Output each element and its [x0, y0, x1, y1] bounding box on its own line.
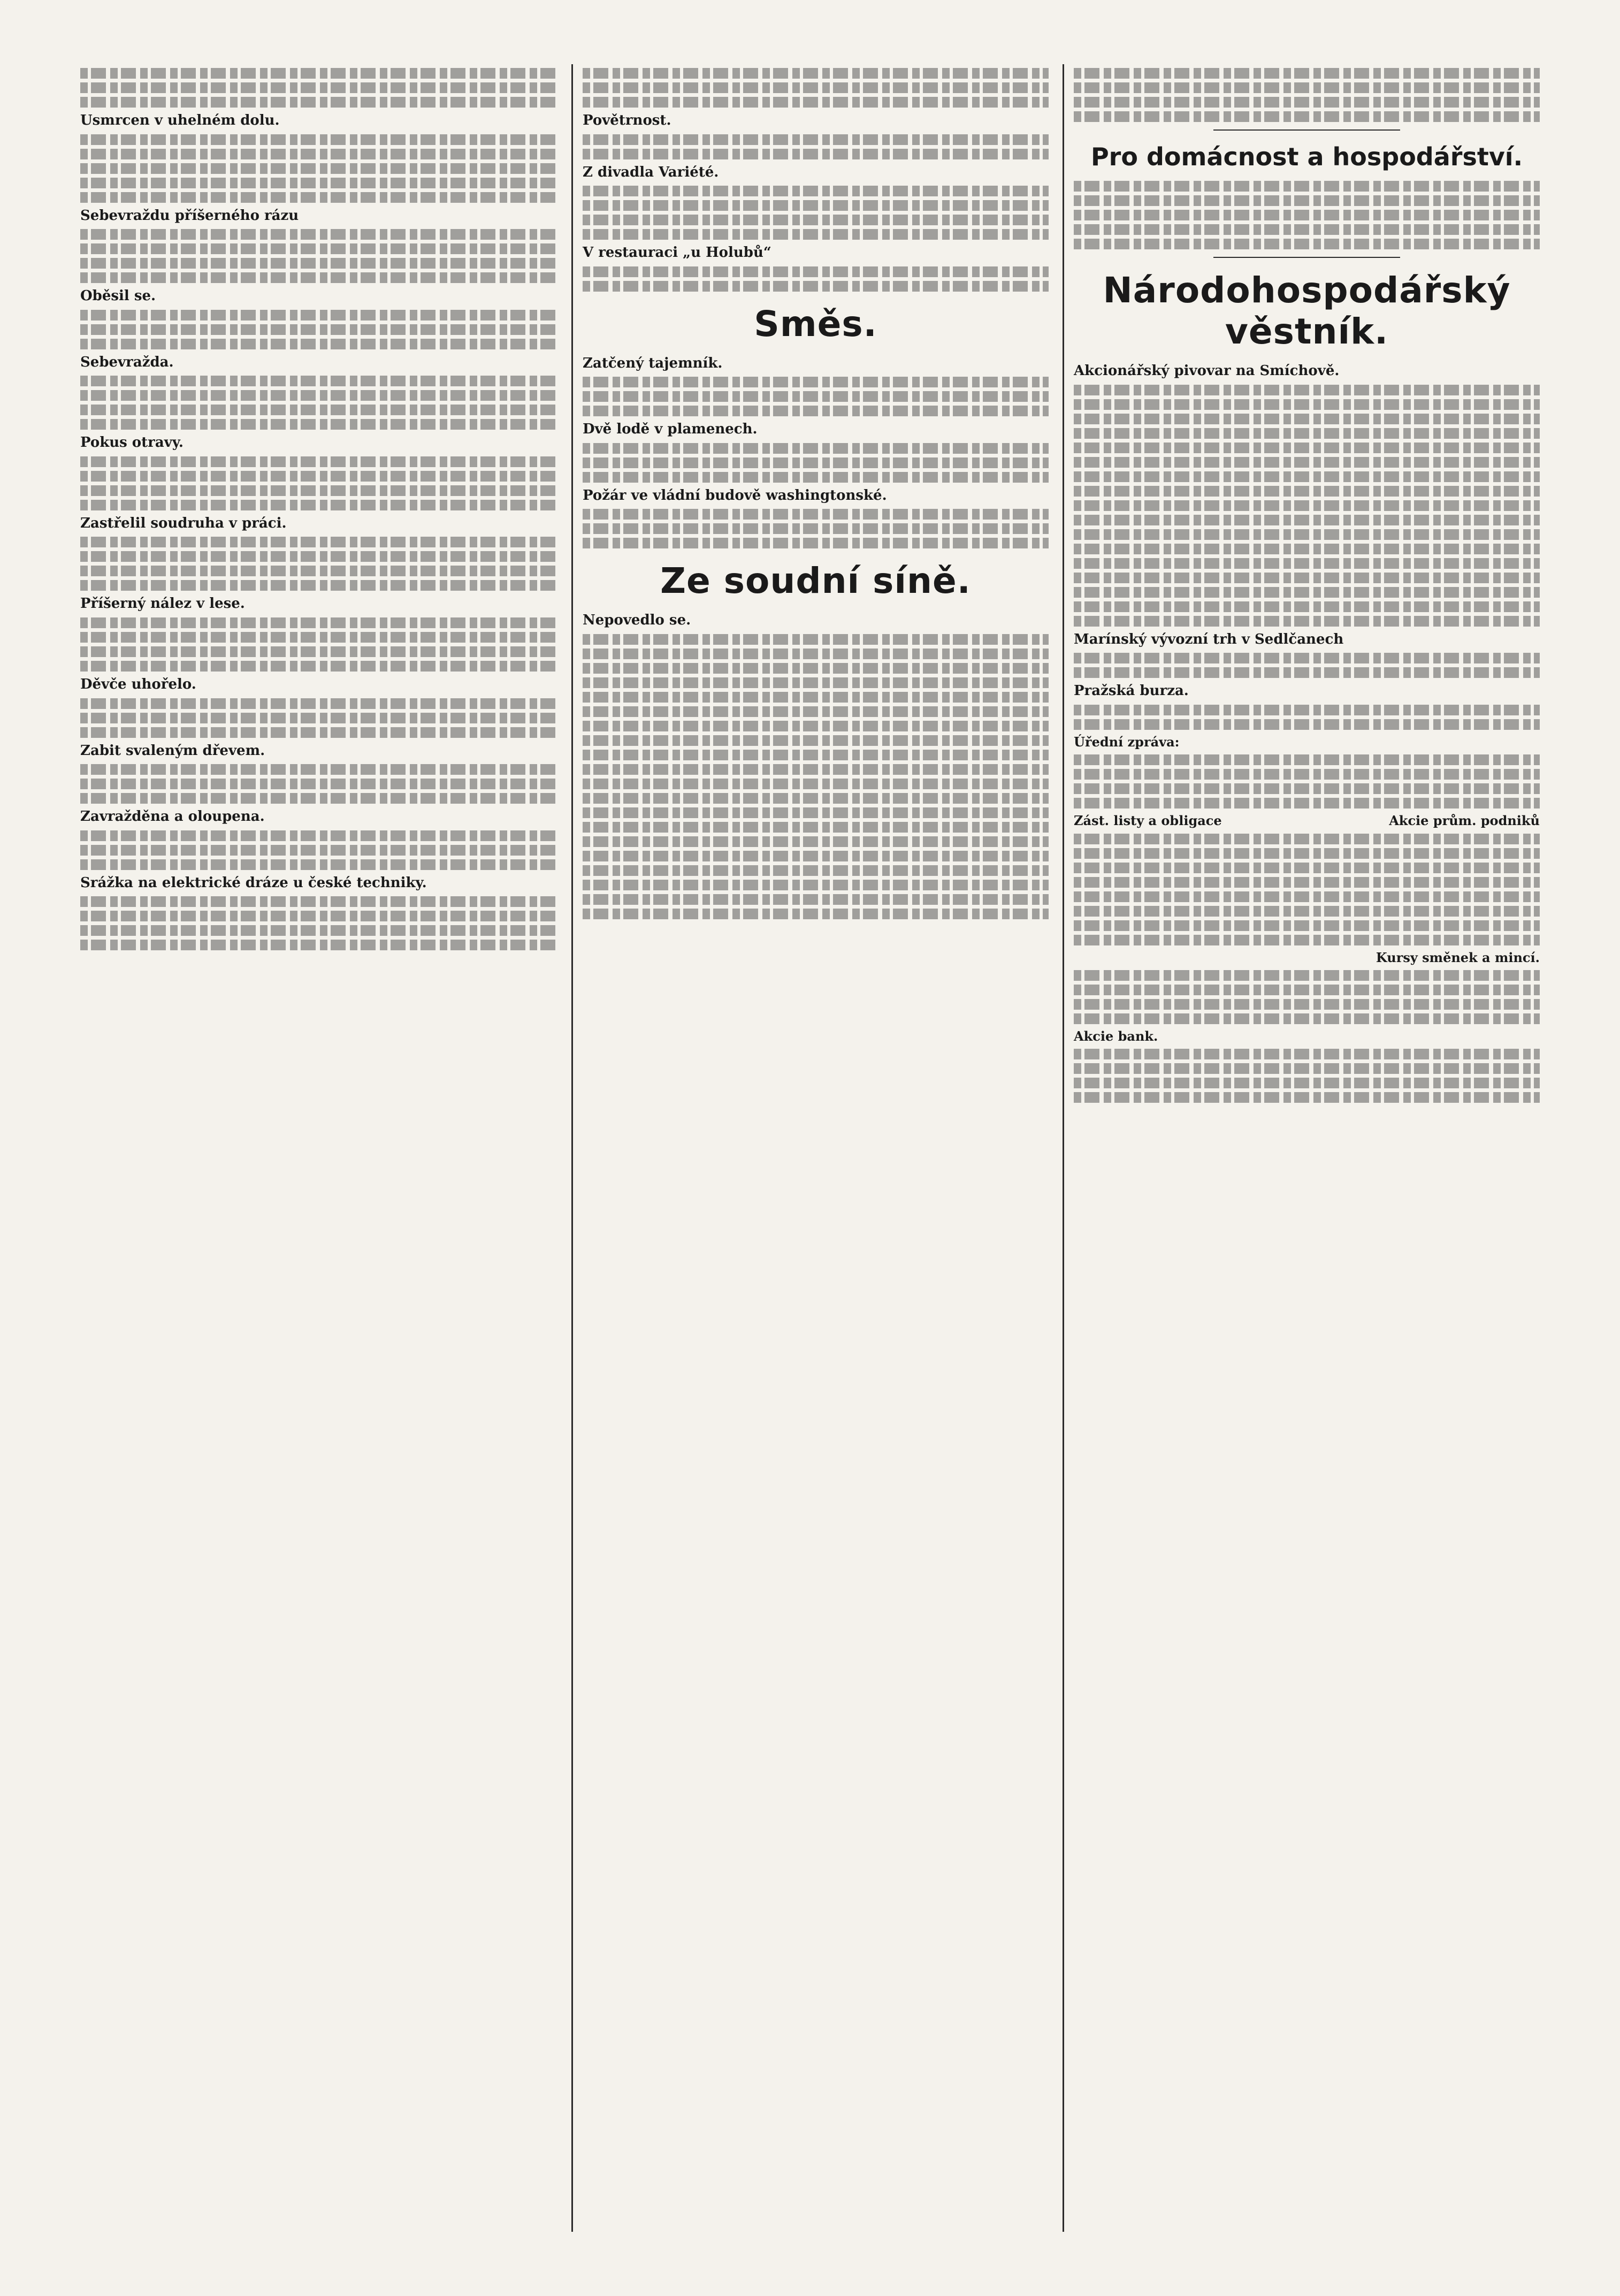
text-line: [80, 661, 557, 672]
text-line: [583, 909, 1049, 919]
column-right: [1063, 64, 1540, 2232]
text-line: [80, 698, 557, 709]
subheading: Zást. listy a obligace: [1074, 813, 1222, 829]
text-line: [1074, 877, 1540, 888]
text-line: [1074, 653, 1540, 663]
headline: Srážka na elektrické dráze u české techniky.: [80, 874, 427, 891]
headline: Pražská burza.: [1074, 683, 1189, 699]
text-line: [80, 405, 557, 415]
text-line: [1074, 798, 1540, 808]
text-line: [1074, 239, 1540, 249]
text-line: [80, 500, 557, 510]
headline: Dvě lodě v plamenech.: [583, 421, 758, 438]
headline: Zavražděna a oloupena.: [80, 808, 265, 825]
text-line: [583, 779, 1049, 789]
text-line: [583, 663, 1049, 674]
text-line: [1074, 515, 1540, 525]
text-line: [80, 940, 557, 950]
text-line: [80, 617, 557, 628]
text-line: [1074, 471, 1540, 482]
headline: Sebevražda.: [80, 354, 174, 370]
text-line: [1074, 529, 1540, 540]
headline: Zastřelil soudruha v práci.: [80, 515, 287, 531]
text-line: [583, 692, 1049, 703]
subheading-row: [1074, 812, 1540, 829]
text-line: [1074, 1063, 1540, 1074]
text-line: [1074, 457, 1540, 468]
text-line: [583, 149, 1049, 159]
text-line: [583, 634, 1049, 645]
columns: [80, 64, 1540, 2232]
text-line: [583, 97, 1049, 108]
text-line: [80, 830, 557, 841]
headline: Zatčený tajemník.: [583, 355, 723, 371]
text-line: [1074, 97, 1540, 108]
column-left: [80, 64, 557, 2232]
text-line: [1074, 181, 1540, 192]
text-line: [80, 566, 557, 576]
headline: Zabit svaleným dřevem.: [80, 742, 265, 759]
text-line: [1074, 920, 1540, 931]
text-line: [80, 911, 557, 921]
text-line: [80, 632, 557, 643]
text-line: [583, 706, 1049, 717]
text-line: [1074, 754, 1540, 765]
text-line: [583, 215, 1049, 225]
headline: Marínský vývozní trh v Sedlčanech: [1074, 631, 1344, 647]
text-line: [80, 134, 557, 145]
text-line: [80, 339, 557, 349]
text-line: [583, 649, 1049, 659]
section-title-vestnik: Národohospodářský věstník.: [1103, 270, 1511, 352]
text-line: [1074, 970, 1540, 981]
text-line: [583, 229, 1049, 240]
text-line: [80, 97, 557, 108]
text-line: [583, 735, 1049, 746]
text-line: [80, 713, 557, 723]
text-line: [583, 807, 1049, 818]
text-line: [583, 186, 1049, 196]
section-title-smes: Směs.: [754, 303, 877, 345]
divider: [1213, 129, 1400, 131]
text-line: [583, 836, 1049, 847]
text-line: [1074, 906, 1540, 917]
subheading-row: [1074, 949, 1540, 966]
text-line: [80, 896, 557, 907]
text-line: [1074, 500, 1540, 511]
text-line: [583, 764, 1049, 775]
text-line: [583, 750, 1049, 760]
text-line: [1074, 573, 1540, 583]
text-line: [80, 580, 557, 591]
text-line: [80, 258, 557, 269]
text-line: [583, 457, 1049, 468]
headline: Děvče uhořelo.: [80, 676, 196, 693]
text-line: [583, 793, 1049, 804]
text-line: [1074, 486, 1540, 497]
headline: Z divadla Variété.: [583, 164, 719, 180]
text-line: [583, 82, 1049, 93]
text-line: [1074, 544, 1540, 554]
text-line: [1074, 443, 1540, 453]
text-line: [1074, 848, 1540, 859]
text-line: [583, 677, 1049, 688]
text-line: [80, 764, 557, 775]
table-header: [1074, 734, 1540, 751]
text-line: [1074, 428, 1540, 439]
table-title: Úřední zpráva:: [1074, 734, 1180, 750]
text-line: [1074, 111, 1540, 122]
text-line: [1074, 891, 1540, 902]
headline: Akcionářský pivovar na Smíchově.: [1074, 363, 1340, 379]
text-line: [583, 281, 1049, 292]
section-title-domacnost: Pro domácnost a hospodářství.: [1090, 142, 1523, 171]
text-line: [583, 822, 1049, 833]
text-line: [80, 390, 557, 401]
text-line: [1074, 210, 1540, 220]
subheading-row: [1074, 1028, 1540, 1045]
headline: Usmrcen v uhelném dolu.: [80, 112, 280, 128]
text-line: [80, 243, 557, 254]
text-line: [1074, 719, 1540, 730]
text-line: [80, 537, 557, 547]
text-line: [1074, 1013, 1540, 1024]
subheading: Kursy směnek a mincí.: [1376, 949, 1540, 965]
text-line: [80, 149, 557, 159]
headline: Povětrnost.: [583, 112, 671, 128]
text-line: [80, 192, 557, 203]
text-line: [1074, 834, 1540, 844]
headline: Pokus otravy.: [80, 434, 184, 451]
section-title-soud: Ze soudní síně.: [660, 560, 971, 602]
text-line: [1074, 414, 1540, 424]
text-line: [80, 324, 557, 335]
text-line: [583, 523, 1049, 534]
text-line: [80, 793, 557, 804]
text-line: [1074, 1049, 1540, 1059]
text-line: [1074, 68, 1540, 79]
text-line: [1074, 601, 1540, 612]
text-line: [80, 727, 557, 738]
text-line: [583, 721, 1049, 731]
text-line: [583, 443, 1049, 454]
text-line: [1074, 399, 1540, 410]
text-line: [583, 865, 1049, 876]
text-line: [80, 68, 557, 79]
text-line: [80, 376, 557, 386]
subheading: Akcie bank.: [1074, 1028, 1158, 1044]
text-line: [583, 880, 1049, 890]
text-line: [1074, 863, 1540, 873]
text-line: [1074, 667, 1540, 678]
text-line: [583, 68, 1049, 79]
text-line: [583, 894, 1049, 905]
text-line: [1074, 385, 1540, 395]
text-line: [80, 229, 557, 240]
text-line: [1074, 935, 1540, 945]
text-line: [583, 538, 1049, 548]
text-line: [80, 310, 557, 321]
text-line: [583, 266, 1049, 277]
text-line: [583, 472, 1049, 483]
text-line: [583, 134, 1049, 145]
headline: Příšerný nález v lese.: [80, 596, 245, 612]
text-line: [583, 200, 1049, 211]
text-line: [80, 551, 557, 562]
text-line: [583, 391, 1049, 402]
text-line: [1074, 769, 1540, 780]
text-line: [1074, 195, 1540, 206]
text-line: [1074, 558, 1540, 569]
subheading: Akcie prům. podniků: [1389, 813, 1540, 829]
headline: Sebevraždu příšerného rázu: [80, 207, 299, 224]
text-line: [80, 646, 557, 657]
text-line: [80, 779, 557, 789]
text-line: [583, 509, 1049, 520]
text-line: [1074, 783, 1540, 794]
text-line: [1074, 616, 1540, 627]
text-line: [80, 471, 557, 482]
text-line: [80, 859, 557, 870]
text-line: [583, 851, 1049, 861]
text-line: [1074, 1078, 1540, 1088]
headline: Požár ve vládní budově washingtonské.: [583, 487, 887, 504]
text-line: [80, 485, 557, 496]
headline: Nepovedlo se.: [583, 612, 691, 629]
text-line: [1074, 587, 1540, 598]
text-line: [80, 456, 557, 467]
text-line: [80, 82, 557, 93]
exchange-table: [1074, 734, 1540, 1103]
text-line: [80, 419, 557, 430]
text-line: [1074, 1092, 1540, 1103]
divider: [1213, 257, 1400, 258]
text-line: [80, 925, 557, 936]
text-line: [583, 406, 1049, 416]
headline: Oběsil se.: [80, 288, 156, 304]
text-line: [1074, 224, 1540, 235]
text-line: [80, 845, 557, 856]
text-line: [80, 272, 557, 283]
column-middle: [571, 64, 1049, 2232]
text-line: [583, 377, 1049, 387]
text-line: [1074, 82, 1540, 93]
text-line: [1074, 999, 1540, 1010]
text-line: [80, 178, 557, 188]
text-line: [1074, 985, 1540, 995]
headline: V restauraci „u Holubů“: [583, 245, 771, 261]
text-line: [1074, 705, 1540, 715]
text-line: [80, 163, 557, 174]
